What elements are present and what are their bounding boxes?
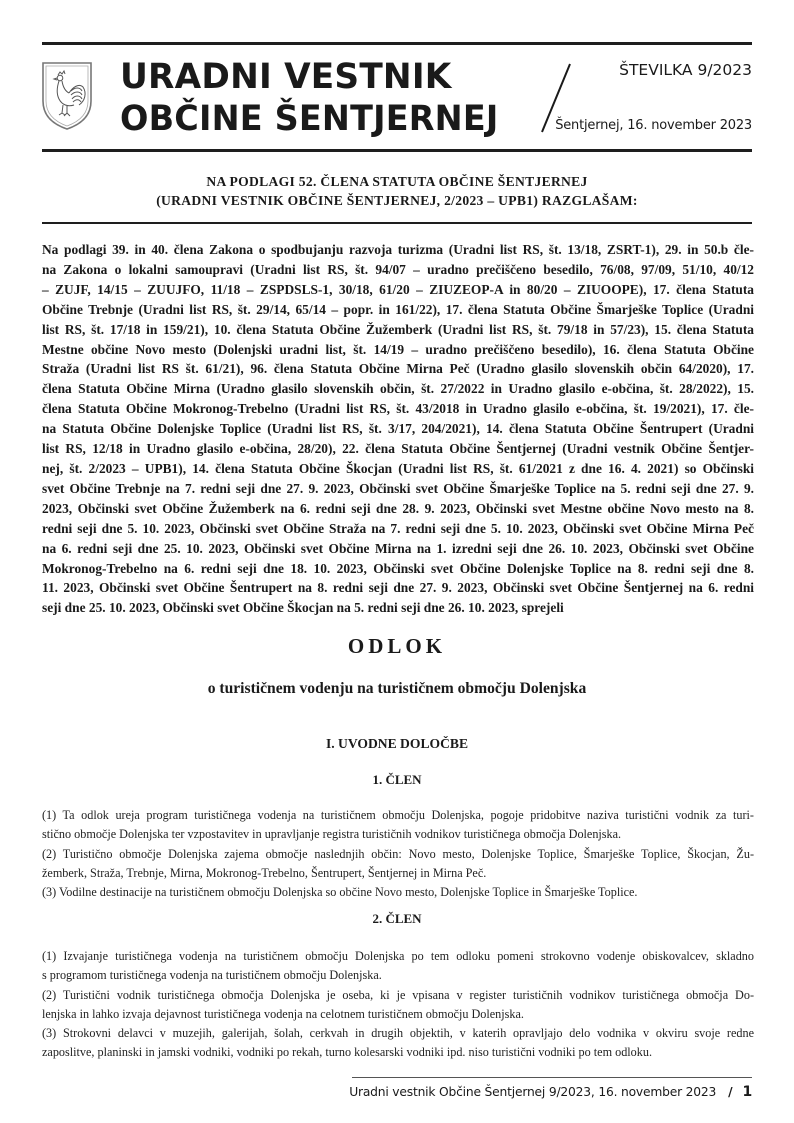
article-1-line: (3) Vodilne destinacije na turističnem območju Dolenjska so občine Novo mesto, Dolenjske Toplice in Šmarješke Toplice. [42,885,638,900]
preamble-line: na Statuta Občine Dolenjske Toplice (Uradni list RS, št. 3/17, 204/2021), 14. člena Statuta Občine Šentrupert (Uradni [42,421,754,437]
intro-divider-rule [42,222,752,224]
preamble-line: 11. 2023, Občinski svet Občine Šentrupert na 8. redni seji dne 27. 9. 2023, Občinski svet Občine Šentjernej na 6. redni [42,580,754,596]
masthead-bottom-rule [42,149,752,152]
article-1-line: žemberk, Straža, Trebnje, Mirna, Mokronog-Trebelno, Šentrupert, Šentjernej in Mirna Peč. [42,865,487,880]
footer-separator: / [728,1085,733,1099]
preamble-line: Mokronog-Trebelno na 6. redni seji dne 18. 10. 2023, Občinski svet Občine Dolenjske Toplice na 8. redni seji dne 8. [42,560,754,576]
footer-publication-text: Uradni vestnik Občine Šentjernej 9/2023, 16. november 2023 [349,1085,717,1099]
page-footer [349,1084,752,1100]
article-2-body [42,947,754,1063]
article-2-line: (1) Izvajanje turističnega vodenja na turističnem območju Dolenjska po tem odloku pomeni strokovno vodenje obiskovalcev, skladno [42,949,754,963]
article-1-heading: 1. ČLEN [372,772,422,787]
page-number: 1 [742,1084,752,1100]
promulgation-heading-line1: NA PODLAGI 52. ČLENA STATUTA OBČINE ŠENTJERNEJ [206,174,588,189]
promulgation-heading [42,172,752,210]
preamble-line: list RS, 12/18 in Uradno glasilo e-občina, 28/20), 22. člena Statuta Občine Šentjernej (Uradni vestnik Občine Šentjer- [42,441,754,457]
document-type-title: ODLOK [347,634,447,658]
section-title: I. UVODNE DOLOČBE [325,736,469,751]
preamble-line: Straža (Uradni list RS št. 61/21), 96. člena Statuta Občine Mirna Peč (Uradno glasilo slovenskih občin 64/2020), 17. [42,361,754,377]
article-2-heading: 2. ČLEN [372,911,422,926]
preamble-line: Občine Trebnje (Uradni list RS, št. 29/14, 65/14 – popr. in 161/22), 17. člena Statuta Občine Šmarješke Toplice (Uradni [42,301,754,317]
preamble-line: seji dne 25. 10. 2023, Občinski svet Občine Škocjan na 5. redni seji dne 26. 10. 2023, sprejeli [42,600,564,616]
preamble-line: redni seji dne 5. 10. 2023, Občinski svet Občine Straža na 7. redni seji dne 5. 10. 2023, Občinski svet Občine Mirna Peč [42,520,754,536]
preamble-line: Na podlagi 39. in 40. člena Zakona o spodbujanju razvoja turizma (Uradni list RS, št. 13/18, ZSRT-1), 29. in 50.b čle- [42,242,754,257]
preamble-line: – ZUJF, 14/15 – ZUUJFO, 11/18 – ZSPDSLS-1, 30/18, 61/20 – ZIUZEOP-A in 80/20 – ZIUOOPE), 17. člena Statuta [42,281,754,297]
article-1-body [42,806,754,902]
issue-number: ŠTEVILKA 9/2023 [619,61,752,79]
article-2-line: lenjska in lahko izvaja dejavnost turističnega vodenja na celotnem turističnem območju Dolenjska. [42,1006,524,1021]
article-2-line: s programom turističnega vodenja na turističnem območju Dolenjska. [42,968,382,983]
footer-rule [352,1077,752,1078]
legal-basis-preamble [42,240,754,618]
rooster-coat-of-arms-icon [41,61,93,131]
article-1-line: stično območje Dolenjska ter vzpostavitev in upravljanje registra turističnih vodnikov turističnega območja Dolenjska. [42,827,622,842]
preamble-line: Mestne občine Novo mesto (Dolenjski uradni list, št. 14/19 – uradno prečiščeno besedilo), 16. člena Statuta Občine [42,341,754,357]
document-subject: o turističnem vodenju na turističnem območju Dolenjska [207,680,587,697]
preamble-line: svet Občine Trebnje na 7. redni seji dne 27. 9. 2023, Občinski svet Občine Šmarješke Toplice na 5. redni seji dne 27. 9. [42,480,754,496]
preamble-line: 2023, Občinski svet Občine Žužemberk na 6. redni seji dne 28. 9. 2023, Občinski svet Mestne občine Novo mesto na 8. [42,500,754,516]
article-2-line: (2) Turistični vodnik turističnega območja Dolenjska je oseba, ki je vpisana v register turističnih vodnikov turističnega območja Do- [42,987,754,1002]
article-2-line: (3) Strokovni delavci v muzejih, galerijah, šolah, cerkvah in drugih objektih, v katerih opravljajo delo vodnika v okviru svoje redne [42,1026,754,1041]
article-1-line: (2) Turistično območje Dolenjska zajema območje naslednjih občin: Novo mesto, Dolenjske Toplice, Šmarješke Toplice, Škocjan, Žu- [42,846,754,861]
preamble-line: na Zakona o lokalni samoupravi (Uradni list RS, št. 94/07 – uradno prečiščeno besedilo, 76/08, 97/09, 51/10, 40/12 [42,261,754,277]
article-2-line: zaposlitve, planinski in jamski vodniki, vodniki po rekah, turno kolesarski vodniki ipd. niso turistični vodniki po tem odloku. [42,1045,652,1060]
promulgation-heading-line2: (URADNI VESTNIK OBČINE ŠENTJERNEJ, 2/2023 – UPB1) RAZGLAŠAM: [156,193,638,208]
preamble-line: člena Statuta Občine Mokronog-Trebelno (Uradni list RS, št. 43/2018 in Uradno glasilo e-občina, št. 19/2021), 17. čle- [42,401,754,417]
masthead-title-line1: URADNI VESTNIK [120,57,452,97]
preamble-line: list RS, št. 17/18 in 159/21), 10. člena Statuta Občine Žužemberk (Uradni list RS, št. 79/18 in 57/23), 15. člena Statuta [42,321,754,337]
preamble-line: člena Statuta Občine Mirna (Uradno glasilo slovenskih občin, št. 27/2022 in Uradno glasilo e-občina, št. 28/2022), 15. [42,381,754,397]
masthead-top-rule [42,42,752,45]
preamble-line: na 6. redni seji dne 25. 10. 2023, Občinski svet Občine Mirna na 1. izredni seji dne 26. 10. 2023, Občinski svet Občine [42,540,754,556]
masthead-title-line2: OBČINE ŠENTJERNEJ [120,99,499,139]
publication-date: Šentjernej, 16. november 2023 [555,118,752,133]
preamble-line: nej, št. 2/2023 – UPB1), 14. člena Statuta Občine Škocjan (Uradni list RS, št. 61/2021 z dne 16. 4. 2021) so Občinski [42,460,754,476]
article-1-line: (1) Ta odlok ureja program turističnega vodenja na turističnem območju Dolenjska, pogoje pridobitve naziva turistični vodnik za turi- [42,808,754,822]
